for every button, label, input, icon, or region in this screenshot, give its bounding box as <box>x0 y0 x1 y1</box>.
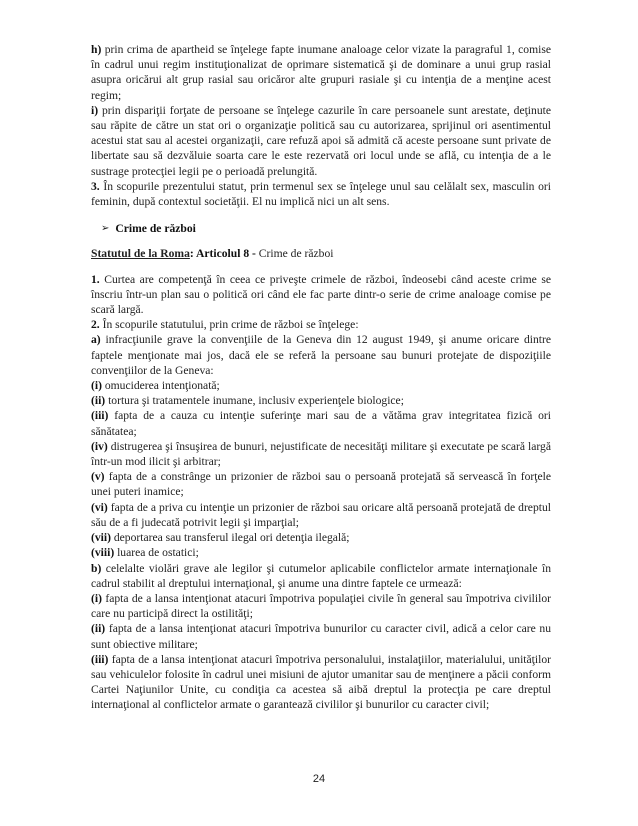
paragraph-text: În scopurile prezentului statut, prin termenul sex se înţelege unul sau celălalt sex, masculin ori feminin, după contextul societăţii. El nu implică nici un alt sens. <box>91 179 551 209</box>
page-number: 24 <box>312 773 326 785</box>
paragraph-text: distrugerea şi însuşirea de bunuri, nejustificate de necesităţi militare şi executate pe scară largă într-un mod ilicit şi arbitrar; <box>91 439 551 469</box>
paragraph-label: (i) <box>91 379 102 393</box>
paragraph-text: fapta de a lansa intenţionat atacuri împotriva populaţiei civile în general sau împotriva civililor care nu participă direct la ostilităţi; <box>91 591 551 621</box>
top-paragraphs <box>91 42 551 209</box>
paragraph-text: deportarea sau transferul ilegal ori detenţia ilegală; <box>110 531 350 545</box>
paragraph-text: tortura şi tratamentele inumane, inclusiv experienţele biologice; <box>105 394 404 408</box>
paragraph-label: b) <box>91 561 102 575</box>
paragraph-label: (i) <box>91 591 102 605</box>
paragraph-i <box>91 103 551 179</box>
paragraph-text: omuciderea intenţionată; <box>101 379 220 393</box>
paragraph-text: fapta de a priva cu intenţie un prizonier de război sau oricare altă persoană protejată de dreptul său de a fi judecată potrivit legii şi imparţial; <box>91 500 551 529</box>
paragraph-text: fapta de a cauza cu intenţie suferinţe mari sau de a vătăma grav integritatea fizică ori sănătatea; <box>91 409 551 438</box>
paragraph-item <box>91 621 551 651</box>
arrow-bullet-icon: ➢ <box>101 223 110 235</box>
paragraph-item <box>91 500 551 530</box>
paragraph-h <box>91 42 551 103</box>
article-source-link[interactable]: Statutul de la Roma <box>91 247 190 261</box>
paragraph-item <box>91 530 551 545</box>
paragraph-text: infracţiunile grave la convenţiile de la Geneva din 12 august 1949, şi anume oricare dintre faptele menţionate mai jos, dacă ele se referă la persoane sau bunuri protejate de dispoziţiile convenţiilor de la Geneva: <box>91 333 551 377</box>
paragraph-item <box>91 332 551 378</box>
document-page <box>91 42 551 713</box>
paragraph-item <box>91 652 551 713</box>
paragraph-text: fapta de a lansa intenţionat atacuri împotriva bunurilor cu caracter civil, adică a celor care nu sunt obiective militare; <box>91 622 551 651</box>
paragraph-label: (vii) <box>91 531 111 545</box>
paragraph-label: a) <box>91 333 101 347</box>
paragraph-text: celelalte violări grave ale legilor şi cutumelor aplicabile conflictelor armate internaţionale în cadrul stabilit al dreptului internaţional, şi anume una dintre faptele ce urmează: <box>91 561 551 590</box>
main-paragraphs <box>91 272 551 713</box>
paragraph-label: (iii) <box>91 652 109 666</box>
paragraph-text: fapta de a constrânge un prizonier de război sau o persoană protejată să servească în forţele unei puteri inamice; <box>91 470 551 499</box>
paragraph-text: prin dispariţii forţate de persoane se înţelege cazurile în care persoanele sunt arestate, deţinute sau răpite de către un stat ori o organizaţie politică sau cu autorizarea, sprijinul ori asentimentul acestui stat sau al acestei organizaţii, care refuză apoi să admită că aceste persoane sunt private de libertate sau să dezvăluie soarta care le este rezervată ori locul unde se află, cu intenţia de a le sustrage protecţiei legii pe o perioadă prelungită. <box>91 103 551 178</box>
paragraph-item <box>91 591 551 621</box>
paragraph-item <box>91 272 551 318</box>
paragraph-3 <box>91 179 551 209</box>
paragraph-text: Curtea are competenţă în ceea ce priveşte crimele de război, îndeosebi când aceste crime se înscriu într-un plan sau o politică ori când ele fac parte dintr-o serie de crime analoage comise pe scară largă. <box>91 272 551 317</box>
paragraph-label: (v) <box>91 470 105 484</box>
paragraph-label: (vi) <box>91 500 108 514</box>
paragraph-label: i) <box>91 103 99 117</box>
paragraph-label: (iii) <box>91 409 109 423</box>
paragraph-item <box>91 561 551 591</box>
paragraph-label: (ii) <box>91 622 106 636</box>
paragraph-label: (ii) <box>91 394 106 408</box>
paragraph-label: 1. <box>91 272 100 286</box>
paragraph-label: (iv) <box>91 439 108 453</box>
paragraph-item <box>91 378 551 393</box>
article-number: : Articolul 8 - <box>189 247 256 261</box>
paragraph-label: h) <box>91 43 102 56</box>
paragraph-item <box>91 439 551 469</box>
paragraph-item <box>91 408 551 438</box>
paragraph-item <box>91 469 551 499</box>
paragraph-text: fapta de a lansa intenţionat atacuri împotriva personalului, instalaţiilor, materialului, unităţilor sau vehiculelor folosite în cadrul unei misiuni de ajutor umanitar sau de menţinere a păcii conform Cartei Naţiunilor Unite, cu condiţia ca acestea să aibă dreptul la protecţia pe care dreptul internaţional al conflictelor armate o garantează civililor şi bunurilor cu caracter civil; <box>91 652 551 712</box>
paragraph-label: (viii) <box>91 546 115 560</box>
article-heading <box>91 246 551 261</box>
section-heading <box>101 221 551 236</box>
paragraph-item <box>91 393 551 408</box>
article-title: Crime de război <box>255 247 334 261</box>
section-heading-text: Crime de război <box>115 222 196 236</box>
paragraph-text: luarea de ostatici; <box>114 546 199 560</box>
paragraph-item <box>91 545 551 560</box>
paragraph-label: 3. <box>91 179 100 193</box>
paragraph-label: 2. <box>91 318 100 332</box>
paragraph-text: În scopurile statutului, prin crime de război se înţelege: <box>99 318 359 332</box>
paragraph-item <box>91 317 551 332</box>
paragraph-text: prin crima de apartheid se înţelege fapte inumane analoage celor vizate la paragraful 1, comise în cadrul unui regim instituţionalizat de oprimare sistematică şi de dominare a unui grup rasial asupra oricărui alt grup rasial sau oricăror alte grupuri rasiale şi cu intenţia de a menţine acest regim; <box>91 43 551 102</box>
